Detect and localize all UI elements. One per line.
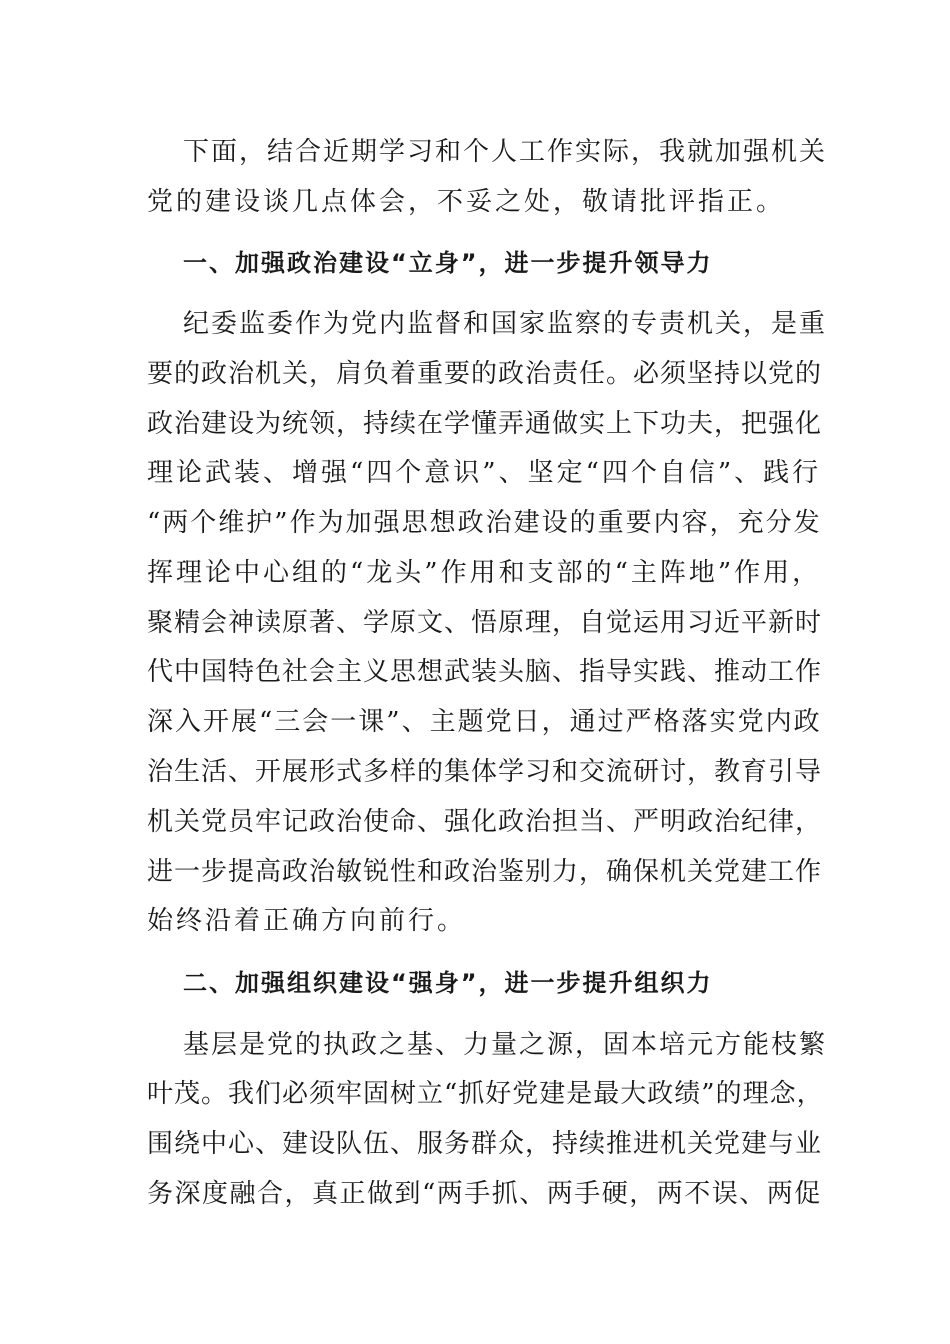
paragraph-1-line-11: 机关党员牢记政治使命、强化政治担当、严明政治纪律， — [147, 807, 823, 837]
paragraph-1-line-8: 代中国特色社会主义思想武装头脑、指导实践、推动工作 — [147, 657, 823, 687]
paragraph-1-line-3: 政治建设为统领，持续在学懂弄通做实上下功夫，把强化 — [147, 409, 823, 439]
paragraph-2-line-1: 基层是党的执政之基、力量之源，固本培元方能枝繁 — [183, 1030, 828, 1060]
paragraph-1-line-5: “两个维护”作为加强思想政治建设的重要内容，充分发 — [147, 508, 822, 538]
paragraph-1-line-9: 深入开展“三会一课”、主题党日，通过严格落实党内政 — [147, 707, 822, 737]
paragraph-1-line-2: 要的政治机关，肩负着重要的政治责任。必须坚持以党的 — [147, 359, 823, 389]
paragraph-1-line-4: 理论武装、增强“四个意识”、坚定“四个自信”、践行 — [147, 458, 822, 488]
intro-line-2: 党的建设谈几点体会，不妥之处，敬请批评指正。 — [147, 187, 786, 217]
paragraph-1-line-6: 挥理论中心组的“龙头”作用和支部的“主阵地”作用， — [147, 558, 822, 588]
paragraph-1-line-13: 始终沿着正确方向前行。 — [147, 906, 467, 936]
paragraph-2-line-4: 务深度融合，真正做到“两手抓、两手硬，两不误、两促 — [147, 1179, 822, 1209]
section-heading-1: 一、加强政治建设“立身”，进一步提升领导力 — [183, 249, 713, 277]
paragraph-1-line-1: 纪委监委作为党内监督和国家监察的专责机关，是重 — [183, 309, 828, 339]
paragraph-2-line-2: 叶茂。我们必须牢固树立“抓好党建是最大政绩”的理念， — [147, 1079, 824, 1109]
intro-line-1: 下面，结合近期学习和个人工作实际，我就加强机关 — [183, 137, 828, 167]
paragraph-1-line-12: 进一步提高政治敏锐性和政治鉴别力，确保机关党建工作 — [147, 857, 823, 887]
paragraph-1-line-10: 治生活、开展形式多样的集体学习和交流研讨，教育引导 — [147, 757, 823, 787]
paragraph-2-line-3: 围绕中心、建设队伍、服务群众，持续推进机关党建与业 — [147, 1129, 823, 1159]
section-heading-2: 二、加强组织建设“强身”，进一步提升组织力 — [183, 969, 713, 997]
paragraph-1-line-7: 聚精会神读原著、学原文、悟原理，自觉运用习近平新时 — [147, 608, 823, 638]
